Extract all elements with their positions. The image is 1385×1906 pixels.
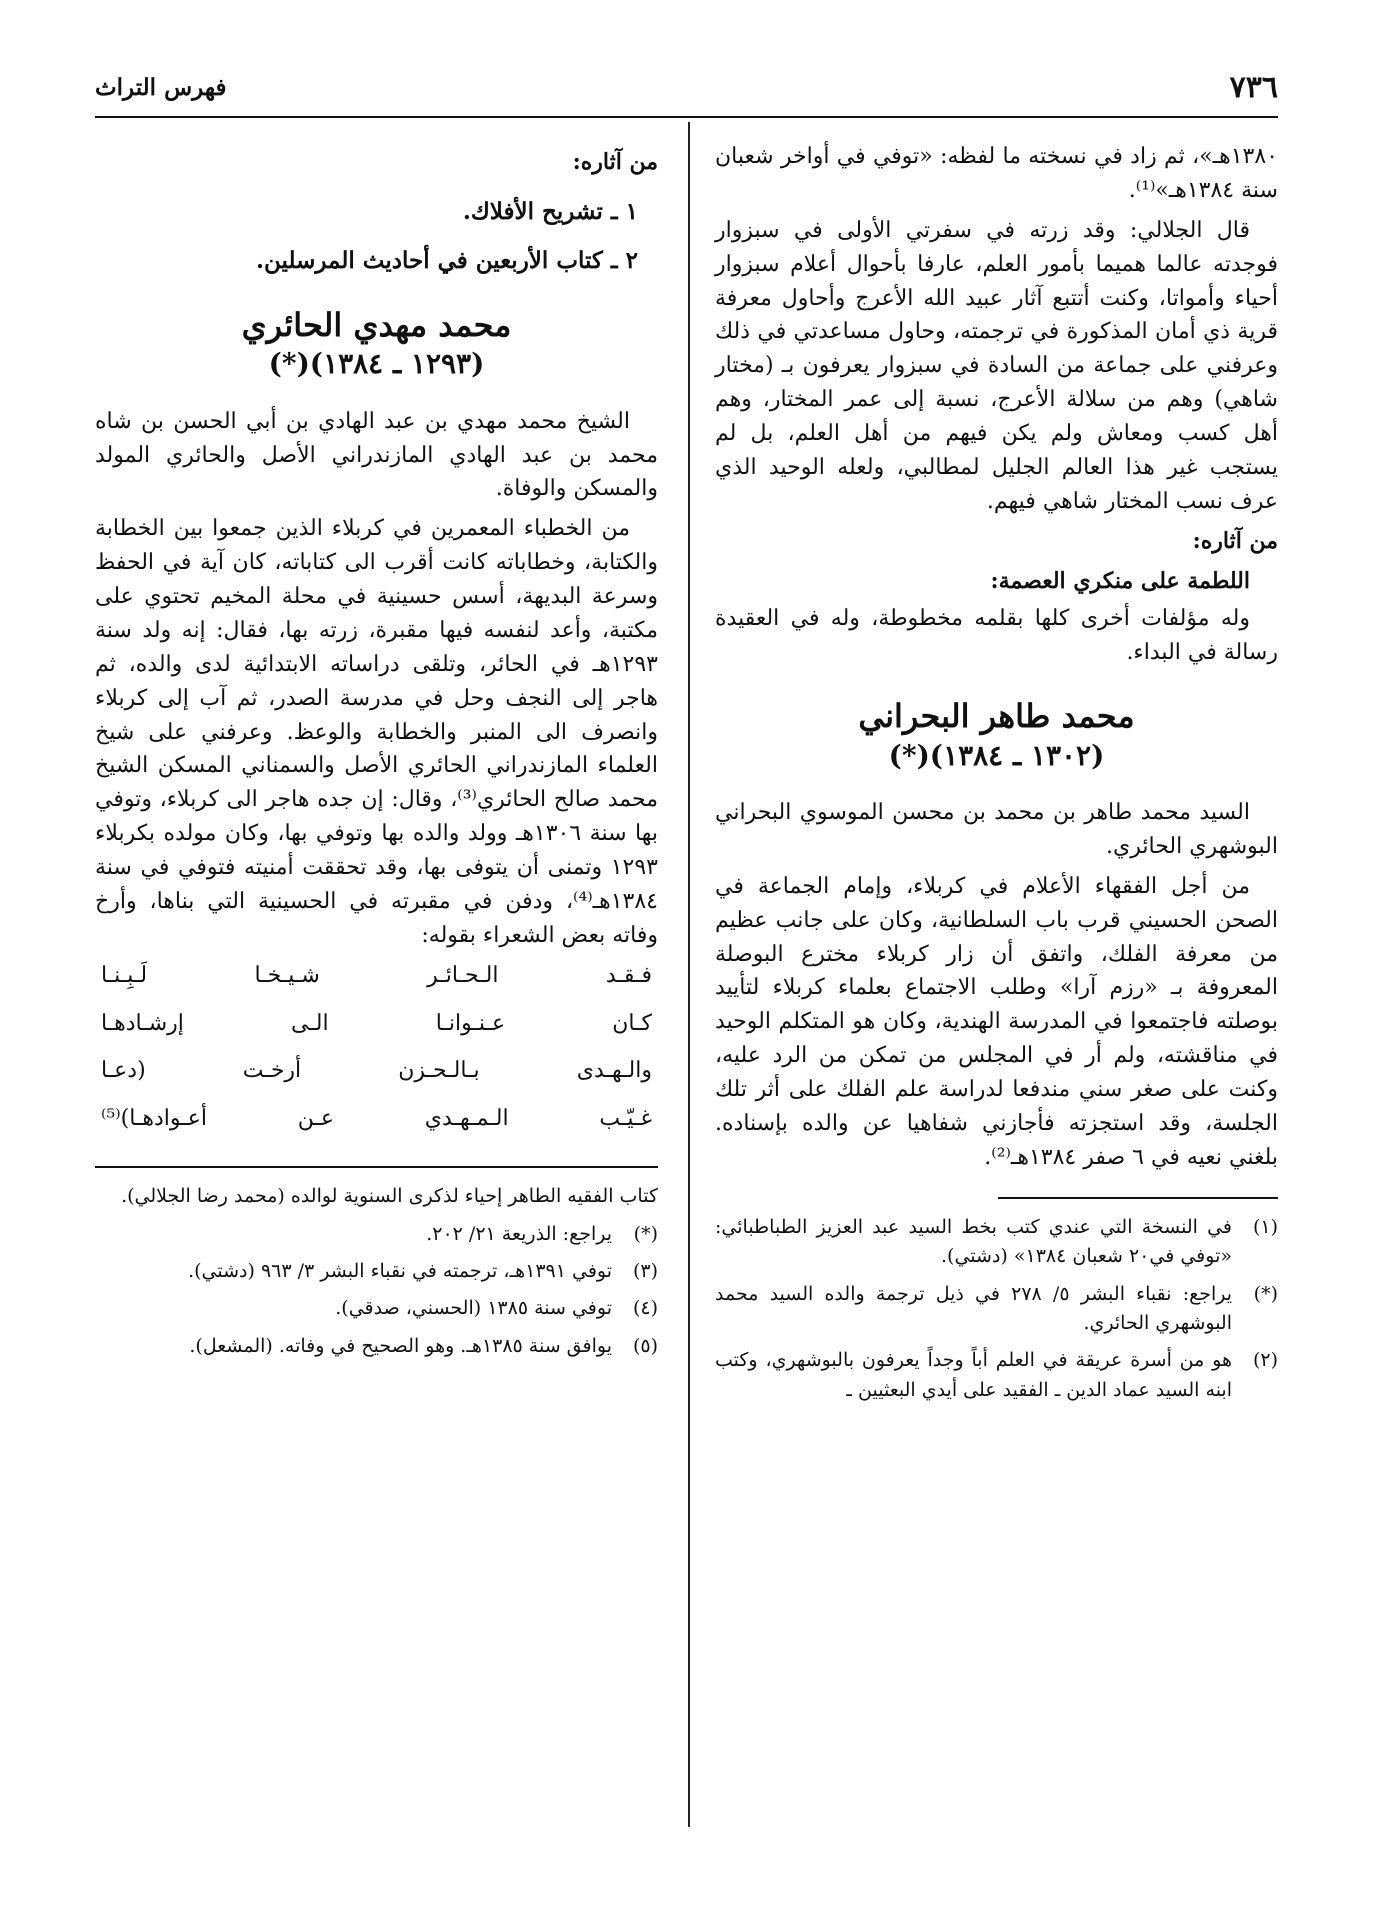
- footnote-text: يراجع: الذريعة ٢١/ ٢٠٢.: [426, 1222, 612, 1245]
- footnote-continuation: كتاب الفقيه الطاهر إحياء لذكرى السنوية لوالده (محمد رضا الجلالي).: [121, 1185, 658, 1208]
- footnote-rule: [95, 1166, 658, 1168]
- footnote-text: يوافق سنة ١٣٨٥هـ. وهو الصحيح في وفاته. (المشعل).: [189, 1334, 612, 1357]
- footnote-mark: (٣): [632, 1260, 658, 1283]
- poem-verse: فـقـد الـحـائـر شـيـخـا لَـبِـنـا: [101, 962, 652, 988]
- poem-verse: والـهـدى بـالـحـزن أرخـت (دعـا: [101, 1058, 652, 1084]
- footnote-mark: (١): [1252, 1215, 1278, 1238]
- poem: [95, 959, 658, 1137]
- works-heading: من آثاره:: [572, 149, 658, 175]
- footnote-rule: [998, 1197, 1278, 1199]
- entry-name: محمد مهدي الحائري: [241, 305, 512, 344]
- entry-dates: (١٢٩٣ ـ ١٣٨٤)(*): [268, 347, 485, 381]
- paragraph: قال الجلالي: وقد زرته في سفرتي الأولى في سبزوار فوجدته عالما هميما بأمور العلم، عارفا بأحوال أعلام سبزوار أحياء وأمواتا، وكنت أتتبع آثار عبيد الله الأعرج وأحاول معرفة قرية ذي أمان المذكورة في ترجمته، وحاول مساعدتي في ذلك وعرفني على جماعة من السادة في سبزوار يعرفون بـ (مختار شاهي) وهم من سلالة الأعرج، نسبة إلى عمر المختار، وهم أهل كسب ومعاش ولم يكن فيهم من أهل العلم، بل لم يستجب غير هذا العالم الجليل لمطالبي، ولعله الوحيد الذي عرف نسب المختار شاهي فيهم.: [715, 217, 1278, 514]
- left-column: [95, 140, 658, 1830]
- works-heading: من آثاره:: [1192, 527, 1278, 554]
- paragraph: الشيخ محمد مهدي بن عبد الهادي بن أبي الحسن بن شاه محمد بن عبد الهادي المازندراني الأصل والحائري المولد والمسكن والوفاة.: [95, 408, 658, 502]
- footnote: [715, 1213, 1278, 1272]
- footnote-text: يراجع: نقباء البشر ٥/ ٢٧٨ في ذيل ترجمة والده السيد محمد البوشهري الحائري.: [715, 1282, 1232, 1335]
- running-title: فهرس التراث: [95, 74, 227, 101]
- footnote-text: هو من أسرة عريقة في العلم أباً وجداً يعرفون بالبوشهري، وكتب ابنه السيد عماد الدين ـ الفقيد على أيدي البعثيين ـ: [715, 1349, 1232, 1401]
- right-column: [715, 140, 1278, 1830]
- poem-verse: كـان عـنـوانـا الـى إرشـادهـا: [101, 1010, 652, 1036]
- footnote: [715, 1280, 1278, 1339]
- footnote-mark: (٥): [632, 1334, 658, 1357]
- footnote-text: في النسخة التي عندي كتب بخط السيد عبد العزيز الطباطبائي: «توفي في٢٠ شعبان ١٣٨٤» (دشتي).: [715, 1215, 1232, 1268]
- footnote: [95, 1332, 658, 1361]
- entry-name: محمد طاهر البحراني: [858, 697, 1135, 736]
- footnote: [715, 1346, 1278, 1405]
- paragraph: وله مؤلفات أخرى كلها بقلمه مخطوطة، وله في العقيدة رسالة في البداء.: [715, 606, 1278, 666]
- footnote-mark: (*): [633, 1222, 658, 1245]
- poem-verse: غـيّـب الـمـهـدي عـن أعـوادهـا)⁽⁵⁾: [101, 1106, 652, 1132]
- paragraph: ١٣٨٠هـ»، ثم زاد في نسخته ما لفظه: «توفي في أواخر شعبان سنة ١٣٨٤هـ»⁽¹⁾.: [715, 144, 1278, 203]
- footnote-mark: (٢): [1252, 1349, 1278, 1372]
- footnote: [95, 1257, 658, 1286]
- paragraph: من أجل الفقهاء الأعلام في كربلاء، وإمام الجماعة في الصحن الحسيني قرب باب السلطانية، وكان على جانب عظيم من معرفة الفلك، واتفق أن زار كربلاء مخترع البوصلة المعروفة بـ «رزم آرا» وطلب الاجتماع بعلماء كربلاء لتأييد بوصلته فاجتمعوا في المدرسة الهندية، وكان هو المتكلم الوحيد في مناقشته، ولم أر في المجلس من تمكن من الرد عليه، وكنت على صغر سني مندفعا لدراسة علم الفلك على أثر تلك الجلسة، وقد استجزته فأجازني شفاهيا عن والده بإسناده. بلغني نعيه في ٦ صفر ١٣٨٤هـ⁽²⁾.: [715, 873, 1278, 1170]
- column-divider: [688, 122, 690, 1827]
- footnote-text: توفي سنة ١٣٨٥ (الحسني، صدقي).: [335, 1297, 612, 1320]
- footnote-text: توفي ١٣٩١هـ، ترجمته في نقباء البشر ٣/ ٩٦٣ (دشتي).: [188, 1260, 612, 1283]
- footnote: [95, 1220, 658, 1249]
- entry-dates: (١٣٠٢ ـ ١٣٨٤)(*): [888, 738, 1105, 772]
- page-header: [95, 70, 1278, 118]
- footnote-mark: (*): [1253, 1282, 1278, 1305]
- footnote-mark: (٤): [632, 1297, 658, 1320]
- paragraph: من الخطباء المعمرين في كربلاء الذين جمعوا بين الخطابة والكتابة، وخطاباته كانت أقرب الى كتاباته، كان آية في الحفظ وسرعة البديهة، أسس حسينية في محلة المخيم تحتوي على مكتبة، وأعد لنفسه فيها مقبرة، زرته بها، فقال: إنه ولد سنة ١٢٩٣هـ في الحائر، وتلقى دراساته الابتدائية لدى والده، ثم هاجر إلى النجف وحل في مدرسة الصدر، ثم آب إلى كربلاء وانصرف الى المنبر والخطابة والوعظ. وعرفني على شيخ العلماء المازندراني الحائري الأصل والسمناني المسكن الشيخ محمد صالح الحائري⁽³⁾، وقال: إن جده هاجر الى كربلاء، وتوفي بها سنة ١٣٠٦هـ وولد والده بها وتوفي بها، وكان مولده بكربلاء ١٢٩٣ وتمنى أن يتوفى بها، وقد تحققت أمنيته فتوفي في سنة ١٣٨٤هـ⁽⁴⁾، ودفن في مقبرته في الحسينية التي بناها، وأرخ وفاته بعض الشعراء بقوله:: [95, 516, 658, 948]
- page-number: ٧٣٦: [1229, 70, 1278, 105]
- work-item: ١ ـ تشريح الأفلاك.: [462, 197, 638, 225]
- entry-heading: [95, 305, 658, 383]
- entry-heading: [715, 696, 1278, 774]
- footnote: [95, 1294, 658, 1323]
- paragraph: السيد محمد طاهر بن محمد بن محسن الموسوي البحراني البوشهري الحائري.: [715, 800, 1278, 859]
- work-title: اللطمة على منكري العصمة:: [990, 567, 1250, 594]
- work-item: ٢ ـ كتاب الأربعين في أحاديث المرسلين.: [256, 247, 638, 275]
